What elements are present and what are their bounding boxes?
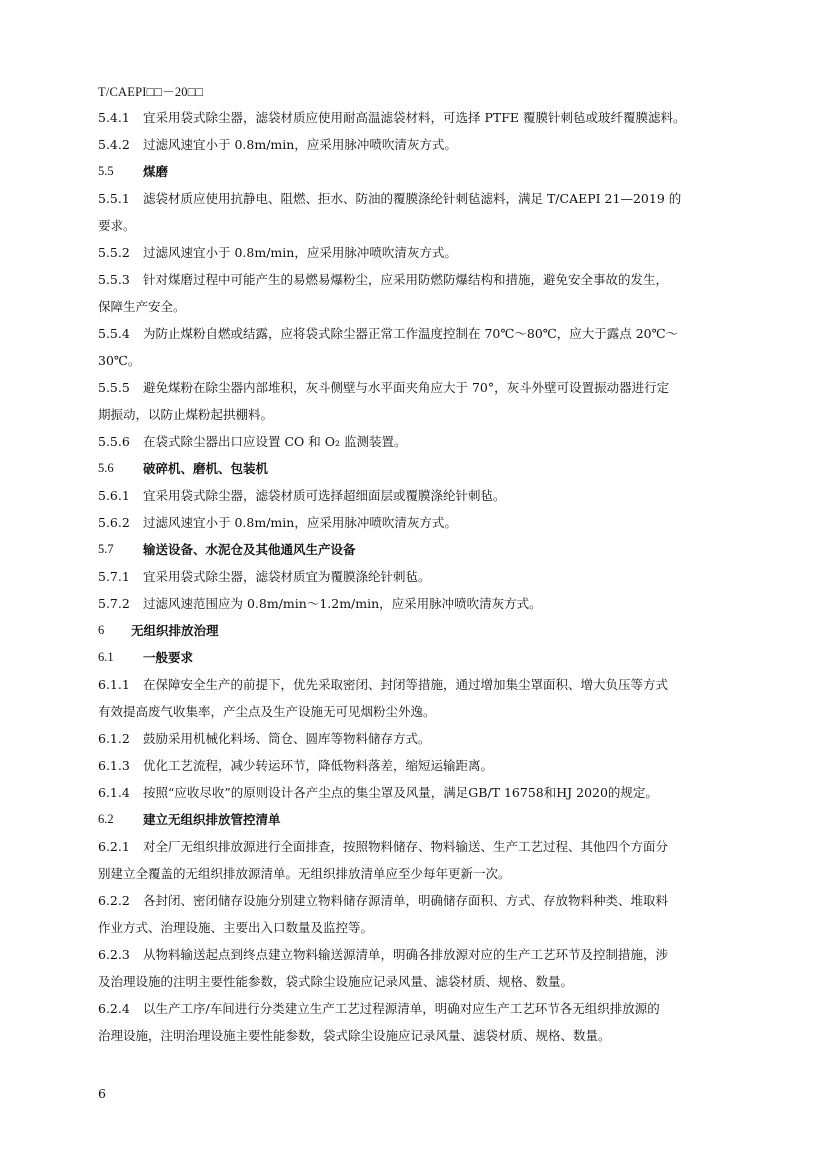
clause-paragraph [98,482,750,509]
clause-first-line [98,374,750,401]
section-number: 5.7 [98,542,114,556]
clause-text: 宜采用袋式除尘器，滤袋材质可选择超细面层或覆膜涤纶针刺毡。 [143,488,506,503]
clause-number: 5.5.3 [98,272,130,287]
section-number: 5.5 [98,164,114,178]
section-title: 破碎机、磨机、包装机 [143,461,269,476]
clause-continuation: 及治理设施的注明主要性能参数，袋式除尘设施应记录风量、滤袋材质、规格、数量。 [98,974,574,989]
section-heading [98,806,750,833]
clause-number: 5.4.1 [98,110,130,125]
clause-first-line [98,833,750,860]
section-heading [98,617,750,644]
clause-text: 过滤风速宜小于 0.8m/min，应采用脉冲喷吹清灰方式。 [143,515,457,530]
page-number: 6 [98,1086,106,1101]
clause-number: 6.1.3 [98,758,130,773]
clause-number: 5.7.2 [98,596,130,611]
clause-text: 在袋式除尘器出口应设置 CO 和 O₂ 监测装置。 [143,434,407,449]
clause-text: 鼓励采用机械化料场、筒仓、圆库等物料储存方式。 [143,731,431,746]
clause-text: 避免煤粉在除尘器内部堆积，灰斗侧壁与水平面夹角应大于 70°，灰斗外壁可设置振动器进行定 [143,380,670,395]
clause-paragraph [98,131,750,158]
clause-number: 6.1.1 [98,677,130,692]
clause-number: 5.4.2 [98,137,130,152]
clause-paragraph [98,266,750,320]
section-heading [98,536,750,563]
clause-paragraph [98,509,750,536]
clause-text: 按照“应收尽收”的原则设计各产尘点的集尘罩及风量，满足GB/T 16758和HJ 2020的规定。 [143,785,658,800]
clause-number: 6.2.1 [98,839,130,854]
clause-continuation: 30℃。 [98,353,141,368]
clause-continuation: 别建立全覆盖的无组织排放源清单。无组织排放清单应至少每年更新一次。 [98,866,511,881]
clause-number: 5.5.5 [98,380,130,395]
clause-text: 优化工艺流程，减少转运环节，降低物料落差，缩短运输距离。 [143,758,494,773]
section-number: 5.6 [98,461,114,475]
clause-text: 对全厂无组织排放源进行全面排查，按照物料储存、物料输送、生产工艺过程、其他四个方面分 [143,839,669,854]
clause-paragraph [98,887,750,941]
clause-first-line [98,671,750,698]
clause-number: 6.1.2 [98,731,130,746]
clause-continuation: 保障生产安全。 [98,299,186,314]
clause-number: 5.5.4 [98,326,130,341]
clause-paragraph [98,752,750,779]
clause-number: 5.7.1 [98,569,130,584]
section-heading [98,644,750,671]
section-number: 6.2 [98,812,114,826]
clause-paragraph [98,833,750,887]
clause-first-line [98,185,750,212]
clause-number: 6.2.3 [98,947,130,962]
document-body [98,104,750,1049]
clause-number: 6.2.2 [98,893,130,908]
clause-paragraph [98,428,750,455]
clause-text: 宜采用袋式除尘器，滤袋材质宜为覆膜涤纶针刺毡。 [143,569,431,584]
clause-paragraph [98,779,750,806]
clause-text: 各封闭、密闭储存设施分别建立物料储存源清单，明确储存面积、方式、存放物料种类、堆取料 [143,893,669,908]
clause-number: 5.5.6 [98,434,130,449]
section-title: 输送设备、水泥仓及其他通风生产设备 [143,542,356,557]
clause-continuation: 作业方式、治理设施、主要出入口数量及监控等。 [98,920,374,935]
clause-wrapper [98,374,750,428]
clause-paragraph [98,185,750,239]
clause-wrapper [98,671,750,725]
standard-code-header: T/CAEPI□□－20□□ [98,85,204,99]
clause-number: 5.6.1 [98,488,130,503]
clause-paragraph [98,563,750,590]
clause-first-line [98,995,750,1022]
clause-number: 5.5.2 [98,245,130,260]
clause-paragraph [98,374,750,428]
clause-text: 滤袋材质应使用抗静电、阻燃、拒水、防油的覆膜涤纶针刺毡滤料，满足 T/CAEPI 21—2019 的 [143,191,682,206]
clause-number: 6.1.4 [98,785,130,800]
clause-text: 宜采用袋式除尘器，滤袋材质应使用耐高温滤袋材料，可选择 PTFE 覆膜针刺毡或玻纤覆膜滤料。 [143,110,686,125]
clause-paragraph [98,725,750,752]
clause-paragraph [98,104,750,131]
clause-wrapper [98,266,750,320]
clause-wrapper [98,833,750,887]
section-number: 6 [98,623,105,637]
clause-first-line [98,887,750,914]
clause-first-line [98,941,750,968]
section-heading [98,158,750,185]
clause-number: 5.5.1 [98,191,130,206]
section-title: 无组织排放治理 [131,623,219,638]
clause-text: 针对煤磨过程中可能产生的易燃易爆粉尘，应采用防燃防爆结构和措施，避免安全事故的发生， [143,272,669,287]
clause-wrapper [98,185,750,239]
clause-number: 5.6.2 [98,515,130,530]
clause-paragraph [98,239,750,266]
clause-first-line [98,320,750,347]
clause-text: 过滤风速宜小于 0.8m/min，应采用脉冲喷吹清灰方式。 [143,137,457,152]
section-title: 建立无组织排放管控清单 [143,812,281,827]
clause-text: 以生产工序/车间进行分类建立生产工艺过程源清单，明确对应生产工艺环节各无组织排放源的 [143,1001,660,1016]
clause-text: 为防止煤粉自燃或结露，应将袋式除尘器正常工作温度控制在 70℃～80℃，应大于露点 20℃～ [143,326,679,341]
section-title: 一般要求 [143,650,194,665]
clause-continuation: 要求。 [98,218,136,233]
clause-wrapper [98,887,750,941]
clause-continuation: 有效提高废气收集率，产尘点及生产设施无可见烟粉尘外逸。 [98,704,436,719]
clause-paragraph [98,941,750,995]
clause-text: 过滤风速宜小于 0.8m/min，应采用脉冲喷吹清灰方式。 [143,245,457,260]
section-number: 6.1 [98,650,114,664]
clause-continuation: 期振动，以防止煤粉起拱棚料。 [98,407,274,422]
clause-wrapper [98,995,750,1049]
clause-paragraph [98,320,750,374]
clause-paragraph [98,590,750,617]
clause-text: 过滤风速范围应为 0.8m/min～1.2m/min，应采用脉冲喷吹清灰方式。 [143,596,542,611]
clause-number: 6.2.4 [98,1001,130,1016]
clause-continuation: 治理设施，注明治理设施主要性能参数，袋式除尘设施应记录风量、滤袋材质、规格、数量。 [98,1028,611,1043]
clause-text: 从物料输送起点到终点建立物料输送源清单，明确各排放源对应的生产工艺环节及控制措施，涉 [143,947,669,962]
clause-first-line [98,266,750,293]
clause-text: 在保障安全生产的前提下，优先采取密闭、封闭等措施，通过增加集尘罩面积、增大负压等方式 [143,677,669,692]
section-title: 煤磨 [143,164,169,179]
clause-wrapper [98,941,750,995]
clause-wrapper [98,320,750,374]
section-heading [98,455,750,482]
clause-paragraph [98,671,750,725]
clause-paragraph [98,995,750,1049]
